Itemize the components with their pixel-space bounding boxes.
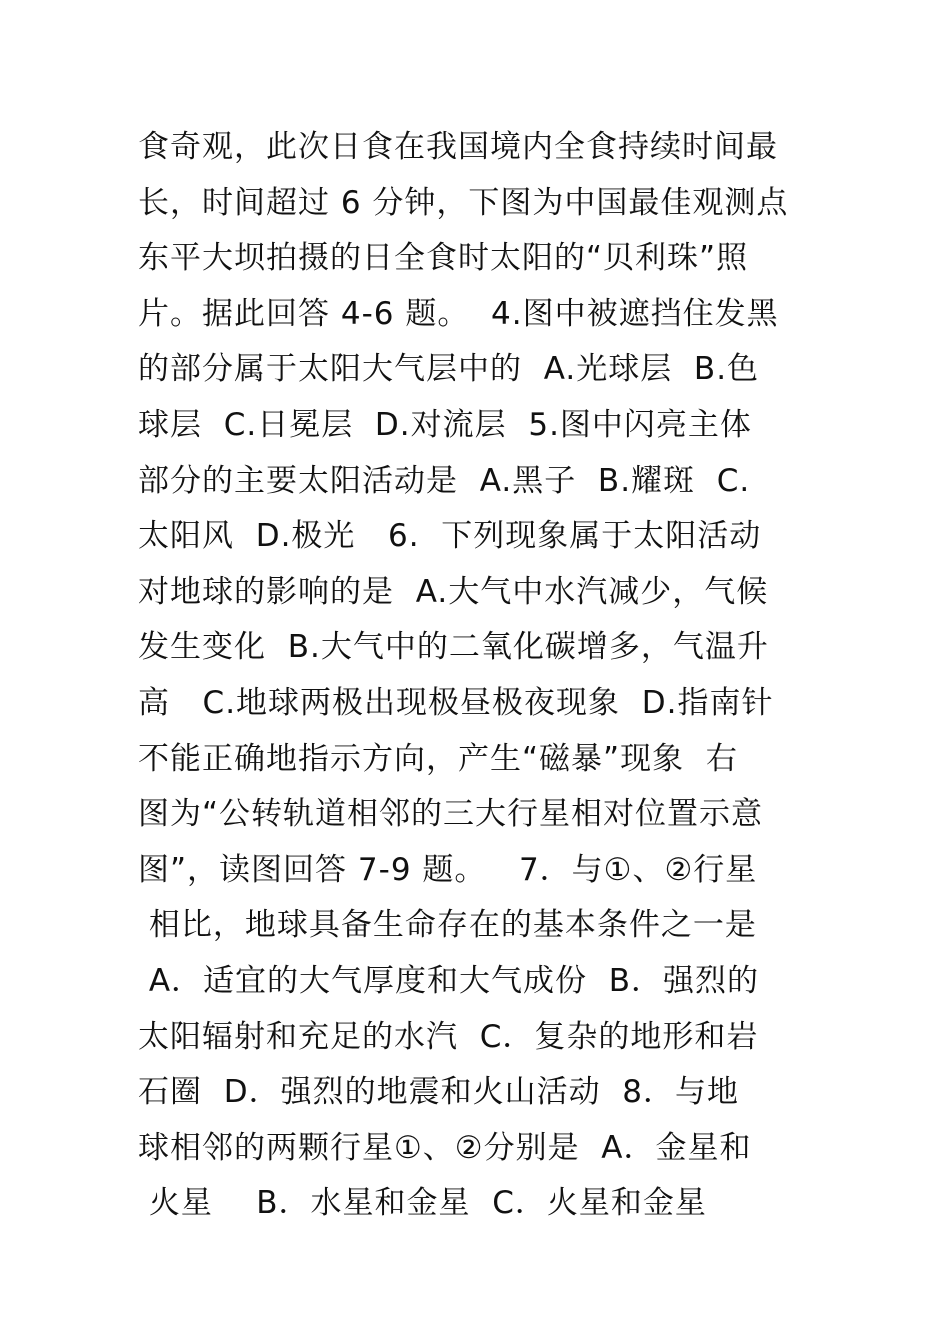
text-line: 长，时间超过 6 分钟，下图为中国最佳观测点 — [138, 184, 789, 221]
body-text — [138, 120, 828, 1232]
text-line: 高 C.地球两极出现极昼极夜现象 D.指南针 — [138, 684, 774, 721]
text-line: 部分的主要太阳活动是 A.黑子 B.耀斑 C. — [138, 462, 751, 499]
text-line: 太阳风 D.极光 6. 下列现象属于太阳活动 — [138, 518, 762, 555]
text-line: 石圈 D．强烈的地震和火山活动 8．与地 — [138, 1074, 740, 1111]
text-line: 片。据此回答 4-6 题。 4.图中被遮挡住发黑 — [138, 295, 779, 332]
text-line: 东平大坝拍摄的日全食时太阳的“贝利珠”照 — [138, 240, 749, 277]
text-line: 相比，地球具备生命存在的基本条件之一是 — [138, 907, 757, 944]
text-line: 图为“公转轨道相邻的三大行星相对位置示意 — [138, 796, 764, 833]
text-line: 球层 C.日冕层 D.对流层 5.图中闪亮主体 — [138, 406, 752, 443]
text-line: A．适宜的大气厚度和大气成份 B．强烈的 — [138, 962, 760, 999]
text-line: 火星 B．水星和金星 C．火星和金星 — [138, 1185, 707, 1222]
text-line: 太阳辐射和充足的水汽 C．复杂的地形和岩 — [138, 1018, 759, 1055]
text-line: 对地球的影响的是 A.大气中水汽减少，气候 — [138, 573, 769, 610]
text-line: 图”，读图回答 7-9 题。 7．与①、②行星 — [138, 851, 758, 888]
text-line: 发生变化 B.大气中的二氧化碳增多，气温升 — [138, 629, 769, 666]
text-line: 的部分属于太阳大气层中的 A.光球层 B.色 — [138, 351, 760, 388]
text-line: 不能正确地指示方向，产生“磁暴”现象 右 — [138, 740, 738, 777]
text-line: 食奇观，此次日食在我国境内全食持续时间最 — [138, 129, 778, 165]
text-line: 球相邻的两颗行星①、②分别是 A．金星和 — [138, 1129, 752, 1166]
